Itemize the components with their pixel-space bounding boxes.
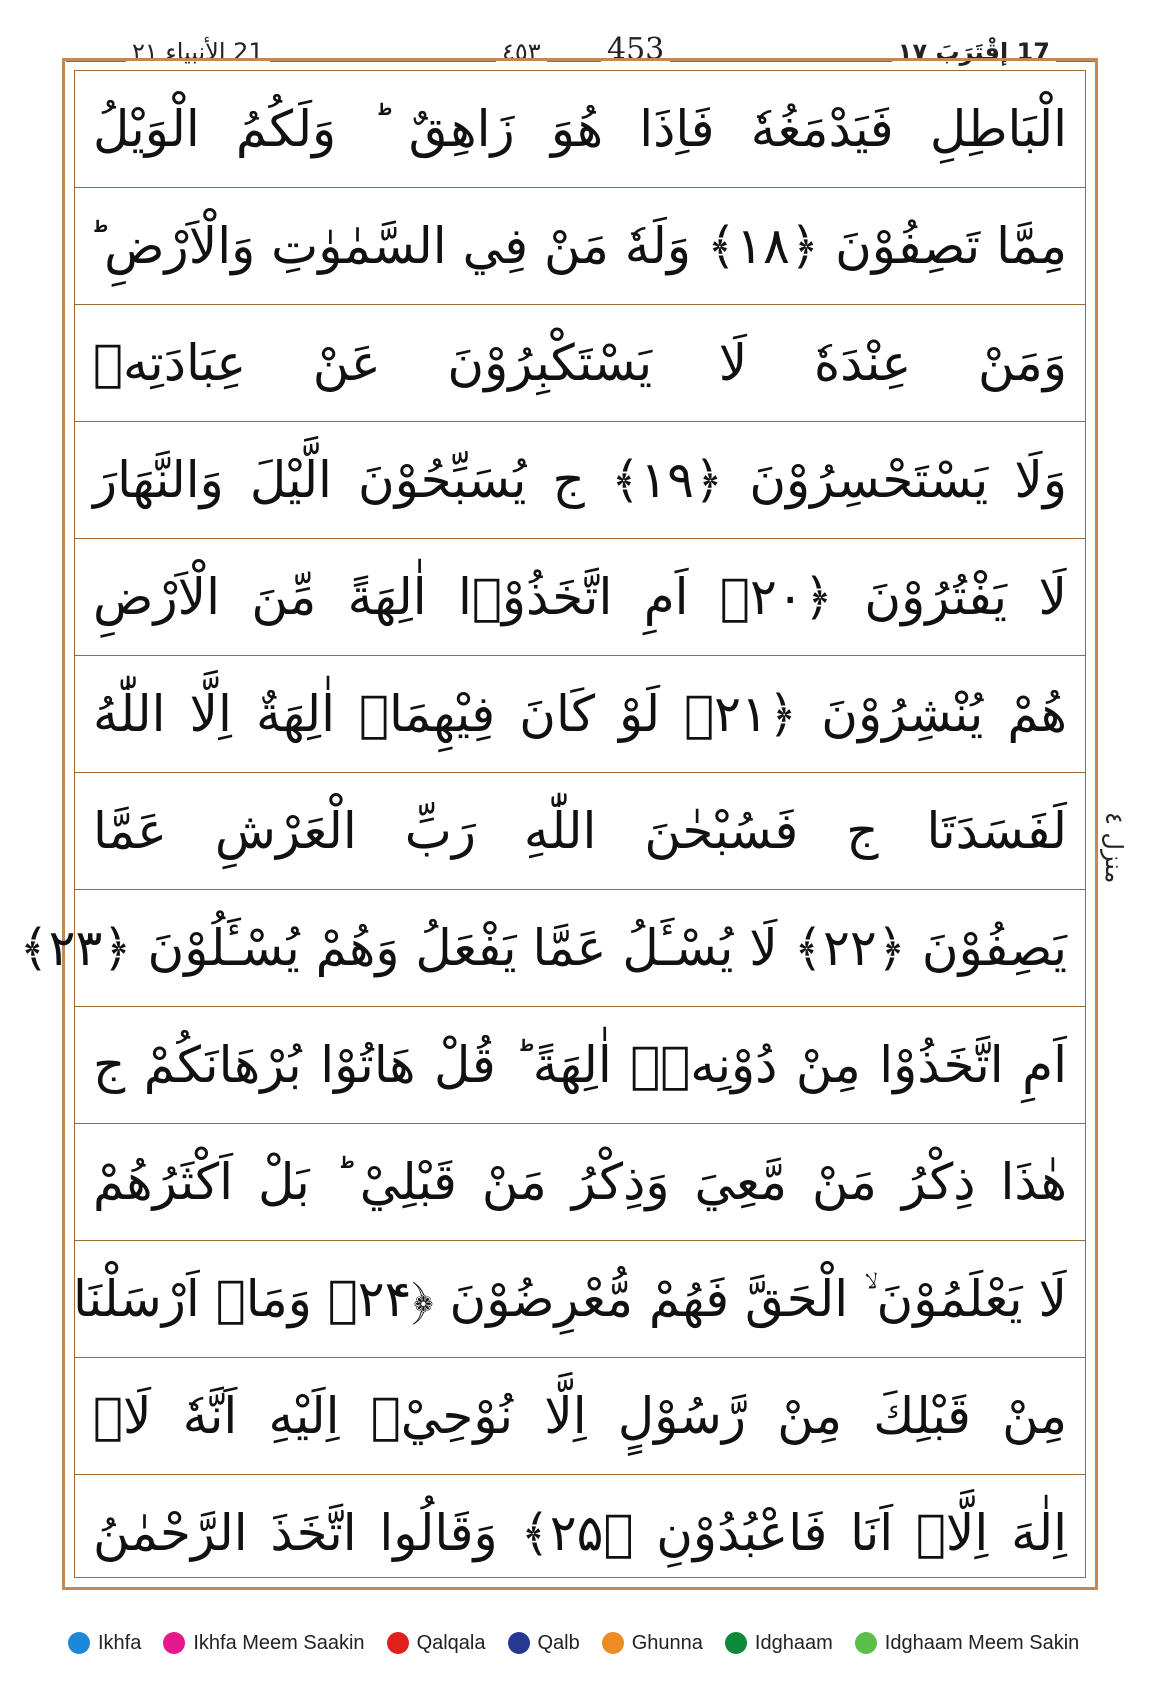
verse-line-5: لَا يَفْتُرُوْنَ ﴿۲۰﴾ اَمِ اتَّخَذُوْۤا اٰلِهَةً مِّنَ الْاَرْضِ	[75, 539, 1085, 656]
verse-line-4: وَلَا يَسْتَحْسِرُوْنَ ﴿۱۹﴾ ج يُسَبِّحُوْنَ الَّيْلَ وَالنَّهَارَ	[75, 422, 1085, 539]
verse-line-3: وَمَنْ عِنْدَهٗ لَا يَسْتَكْبِرُوْنَ عَنْ عِبَادَتِهٖ	[75, 305, 1085, 422]
color-dot-icon	[387, 1632, 409, 1654]
verse-lines	[19, 71, 1085, 1577]
page-frame	[19, 58, 1098, 1590]
legend-label: Qalb	[537, 1631, 580, 1654]
verse-line-10: هٰذَا ذِكْرُ مَنْ مَّعِيَ وَذِكْرُ مَنْ قَبْلِيْ ؕ بَلْ اَكْثَرُهُمْ	[75, 1124, 1085, 1241]
verse-line-12: مِنْ قَبْلِكَ مِنْ رَّسُوْلٍ اِلَّا نُوْحِيْۤ اِلَيْهِ اَنَّهٗ لَاۤ	[75, 1358, 1085, 1475]
color-dot-icon	[725, 1632, 747, 1654]
color-dot-icon	[68, 1632, 90, 1654]
manzil-label: منزل ٤	[1100, 812, 1128, 884]
verse-line-2: مِمَّا تَصِفُوْنَ ﴿۱۸﴾ وَلَهٗ مَنْ فِي السَّمٰوٰتِ وَالْاَرْضِ ؕ	[75, 188, 1085, 305]
legend-label: Ikhfa Meem Saakin	[193, 1631, 365, 1654]
page-number-arabic: ٤٥٣	[496, 38, 547, 66]
legend-item-idghaam-meem-sakin	[855, 1632, 1080, 1655]
legend-label: Ikhfa	[98, 1631, 142, 1654]
legend-item-qalb	[508, 1632, 580, 1655]
legend-item-idghaam	[725, 1632, 833, 1655]
legend-label: Qalqala	[416, 1631, 486, 1654]
surah-label: 21 الأنبياء ٢١	[126, 38, 270, 66]
verse-line-13: اِلٰهَ اِلَّاۤ اَنَا فَاعْبُدُوْنِ ﴿۲۵﴾ وَقَالُوا اتَّخَذَ الرَّحْمٰنُ	[93, 1504, 1067, 1562]
legend-label: Idghaam Meem Sakin	[884, 1631, 1080, 1654]
text-area	[19, 70, 1086, 1578]
legend-label: Idghaam	[754, 1631, 833, 1654]
color-dot-icon	[163, 1632, 185, 1654]
legend-item-ghunna	[602, 1632, 703, 1655]
color-dot-icon	[602, 1632, 624, 1654]
verse-line-11: لَا يَعْلَمُوْنَ ۙ الْحَقَّ فَهُمْ مُّعْرِضُوْنَ ﴿۲۴﴾ وَمَاۤ اَرْسَلْنَا	[75, 1241, 1085, 1358]
verse-line-9: اَمِ اتَّخَذُوْا مِنْ دُوْنِهٖۤ اٰلِهَةً ؕ قُلْ هَاتُوْا بُرْهَانَكُمْ ج	[75, 1007, 1085, 1124]
tajweed-legend	[68, 1625, 1098, 1661]
verse-line-8: يَصِفُوْنَ ﴿۲۲﴾ لَا يُسْـَٔلُ عَمَّا يَفْعَلُ وَهُمْ يُسْـَٔلُوْنَ ﴿۲۳﴾	[75, 890, 1085, 1007]
juz-label: 17 إقْتَرَبَ ١٧	[892, 38, 1056, 66]
legend-item-ikhfa-meem-saakin	[163, 1632, 364, 1655]
legend-label: Ghunna	[631, 1631, 703, 1654]
color-dot-icon	[855, 1632, 877, 1654]
verse-line-1: الْبَاطِلِ فَيَدْمَغُهٗ فَاِذَا هُوَ زَاهِقٌ ؕ وَلَكُمُ الْوَيْلُ	[75, 71, 1085, 188]
verse-line-7: لَفَسَدَتَا ج فَسُبْحٰنَ اللّٰهِ رَبِّ الْعَرْشِ عَمَّا	[75, 773, 1085, 890]
color-dot-icon	[508, 1632, 530, 1654]
legend-item-ikhfa	[68, 1632, 141, 1655]
page-number: 453	[601, 32, 670, 67]
verse-line-6: هُمْ يُنْشِرُوْنَ ﴿۲۱﴾ لَوْ كَانَ فِيْهِمَاۤ اٰلِهَةٌ اِلَّا اللّٰهُ	[75, 656, 1085, 773]
legend-item-qalqala	[387, 1632, 486, 1655]
